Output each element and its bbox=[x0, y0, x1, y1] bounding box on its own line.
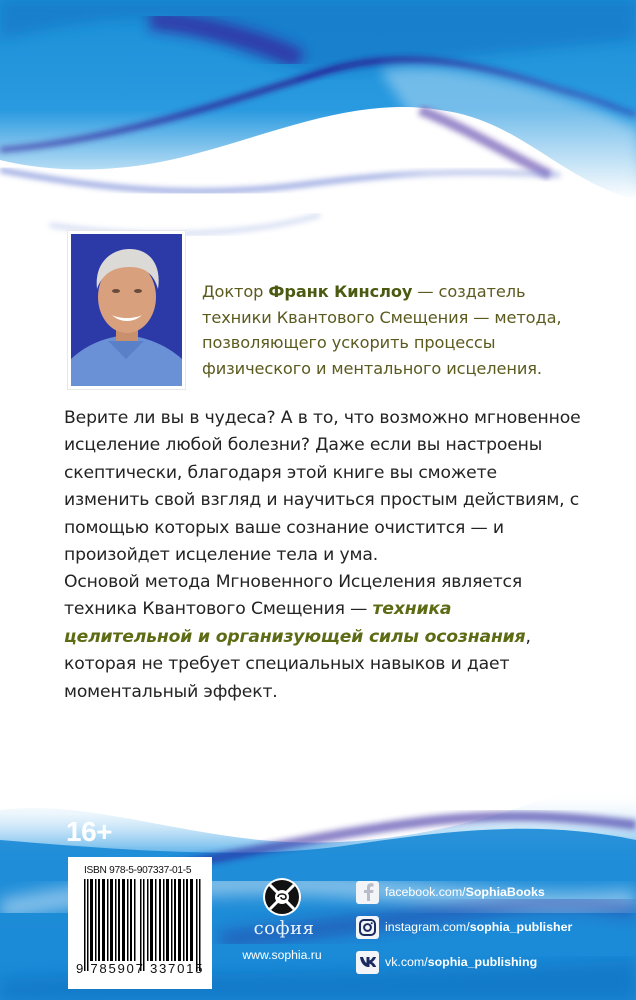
social-domain: instagram.com/ bbox=[385, 920, 470, 934]
paragraph2-start: Основой метода Мгновенного Исцеления является техника Квантового Смещения — bbox=[64, 572, 523, 620]
blurb-rest: — создатель техники Квантового Смещения — метода, позволяющего ускорить процессы физического и ментального исцеления. bbox=[202, 282, 562, 378]
social-link-instagram[interactable] bbox=[356, 915, 572, 939]
social-domain: vk.com/ bbox=[385, 955, 428, 969]
social-handle: sophia_publisher bbox=[469, 920, 573, 934]
age-rating-badge: 16+ bbox=[66, 816, 112, 847]
publisher-website-link[interactable]: www.sophia.ru bbox=[242, 948, 322, 962]
social-links bbox=[356, 880, 572, 985]
social-handle: SophiaBooks bbox=[465, 885, 545, 899]
publisher-name: софия bbox=[253, 918, 315, 939]
social-link-vk[interactable] bbox=[356, 950, 572, 974]
paragraph2-end: , которая не требует специальных навыков и дает моментальный эффект. bbox=[64, 626, 531, 702]
blurb-prefix: Доктор bbox=[202, 282, 269, 301]
author-blurb bbox=[202, 279, 562, 381]
instagram-icon bbox=[356, 916, 379, 939]
social-link-facebook[interactable] bbox=[356, 880, 572, 904]
vk-icon bbox=[356, 951, 379, 974]
barcode-bars-icon bbox=[84, 879, 202, 971]
author-name: Франк Кинслоу bbox=[268, 282, 413, 301]
top-wave-background bbox=[0, 0, 636, 240]
social-domain: facebook.com/ bbox=[385, 885, 466, 899]
description-paragraph-2 bbox=[64, 569, 584, 706]
facebook-icon bbox=[356, 881, 379, 904]
social-handle: sophia_publishing bbox=[427, 955, 538, 969]
description-paragraph-1: Верите ли вы в чудеса? А в то, что возможно мгновенное исцеление любой болезни? Даже если вы настроены скептически, благодаря этой книге вы сможете изменить свой взгляд и научиться простым действиям, с помощью которых ваше сознание очистится — и произойдет исцеление тела и ума. bbox=[64, 408, 581, 566]
ean-digits: 9 785907 337015 bbox=[76, 961, 205, 976]
isbn-barcode bbox=[68, 857, 212, 989]
author-photo bbox=[67, 230, 186, 390]
isbn-label: ISBN 978-5-907337-01-5 bbox=[84, 865, 192, 876]
paragraph2-highlight: техника целительной и организующей силы осознания bbox=[64, 599, 526, 647]
author-portrait-image bbox=[68, 231, 185, 389]
sophia-logo-icon bbox=[262, 877, 302, 917]
